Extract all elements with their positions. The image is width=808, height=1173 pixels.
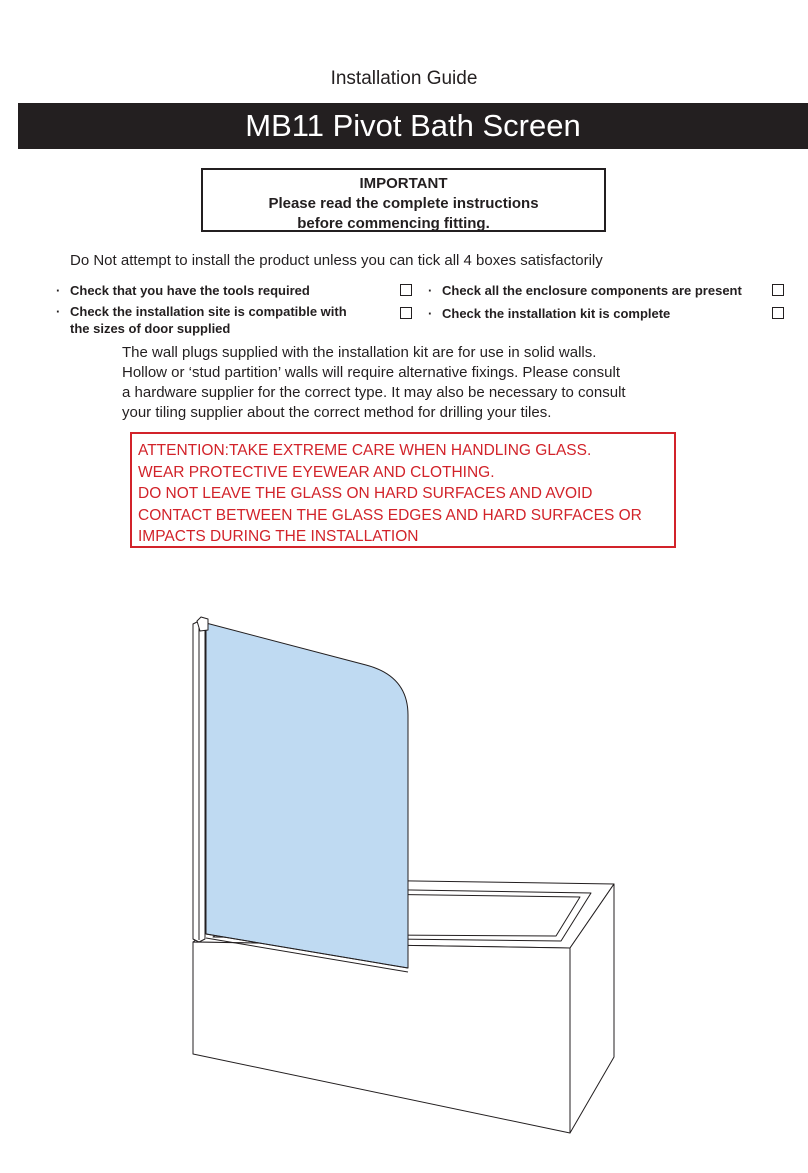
important-notice-box xyxy=(201,168,606,232)
bullet: · xyxy=(56,304,61,319)
checklist-item-label-2: the sizes of door supplied xyxy=(70,321,231,336)
checklist-item-site xyxy=(56,303,347,337)
note-line: your tiling supplier about the correct method for drilling your tiles. xyxy=(122,404,552,421)
bath-screen-illustration xyxy=(180,600,620,1160)
warning-line: ATTENTION:TAKE EXTREME CARE WHEN HANDLING GLASS. xyxy=(138,442,592,459)
bath-front-panel xyxy=(193,942,570,1133)
note-line: Hollow or ‘stud partition’ walls will require alternative fixings. Please consult xyxy=(122,364,620,381)
note-line: a hardware supplier for the correct type. It may also be necessary to consult xyxy=(122,384,626,401)
important-line-2: before commencing fitting. xyxy=(297,215,490,232)
checklist-item-label: Check that you have the tools required xyxy=(70,283,310,298)
warning-line: IMPACTS DURING THE INSTALLATION xyxy=(138,528,419,546)
glass-panel xyxy=(206,623,408,968)
warning-line: WEAR PROTECTIVE EYEWEAR AND CLOTHING. xyxy=(138,463,495,481)
document-title: MB11 Pivot Bath Screen xyxy=(245,108,581,143)
checkbox-kit[interactable] xyxy=(772,307,784,319)
warning-line: DO NOT LEAVE THE GLASS ON HARD SURFACES AND AVOID xyxy=(138,485,593,503)
checkbox-components[interactable] xyxy=(772,284,784,296)
checkbox-tools[interactable] xyxy=(400,284,412,296)
document-title-bar xyxy=(18,103,808,149)
important-line-1: Please read the complete instructions xyxy=(268,195,539,212)
document-subtitle: Installation Guide xyxy=(330,68,478,89)
checkbox-site[interactable] xyxy=(400,307,412,319)
bullet: · xyxy=(428,306,433,321)
glass-attention-warning xyxy=(130,432,676,548)
bullet: · xyxy=(428,283,433,298)
important-heading: IMPORTANT xyxy=(359,175,448,192)
warning-line: CONTACT BETWEEN THE GLASS EDGES AND HARD SURFACES OR xyxy=(138,506,642,524)
wall-plug-notes xyxy=(122,343,722,423)
checklist-item-kit xyxy=(428,305,671,322)
checklist-item-components xyxy=(428,282,742,299)
checklist-item-tools xyxy=(56,282,310,299)
bullet: · xyxy=(56,283,61,298)
note-line: The wall plugs supplied with the installation kit are for use in solid walls. xyxy=(122,344,597,361)
checklist-item-label: Check all the enclosure components are present xyxy=(442,283,742,298)
checklist-item-label: Check the installation site is compatible with xyxy=(70,304,347,319)
checklist-item-label: Check the installation kit is complete xyxy=(442,306,671,321)
checklist-intro: Do Not attempt to install the product unless you can tick all 4 boxes satisfactorily xyxy=(70,252,603,269)
